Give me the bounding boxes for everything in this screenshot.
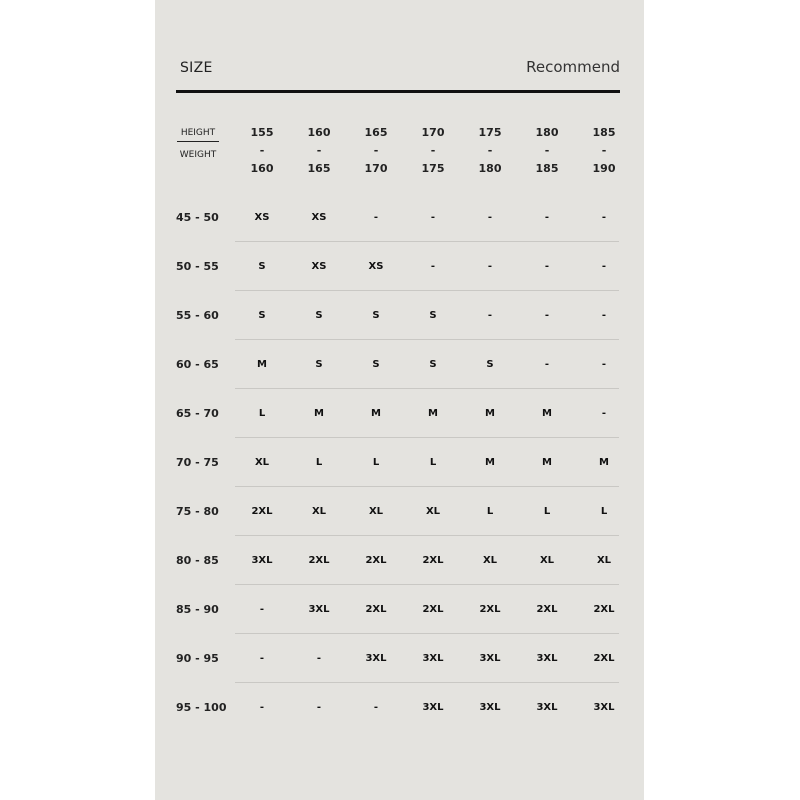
size-cell: 3XL	[593, 702, 615, 713]
table-row	[155, 596, 644, 645]
size-cell: M	[485, 457, 495, 468]
size-cell: XL	[425, 506, 441, 517]
table-row	[155, 400, 644, 449]
size-cell: M	[371, 408, 381, 419]
weight-range-label: 60 - 65	[176, 358, 219, 371]
size-cell: 3XL	[422, 702, 444, 713]
height-from: 180	[535, 126, 559, 139]
size-cell: -	[601, 408, 607, 419]
size-cell: -	[430, 261, 436, 272]
height-column-header	[240, 124, 284, 178]
size-cell: -	[316, 702, 322, 713]
size-cell: 2XL	[365, 604, 387, 615]
size-cell: -	[601, 261, 607, 272]
size-cell: L	[600, 506, 608, 517]
size-cell: XL	[596, 555, 612, 566]
weight-range-label: 95 - 100	[176, 701, 227, 714]
size-cell: -	[544, 359, 550, 370]
size-cell: XL	[482, 555, 498, 566]
size-cell: XL	[539, 555, 555, 566]
size-cell: -	[487, 261, 493, 272]
weight-range-label: 50 - 55	[176, 260, 219, 273]
table-row	[155, 645, 644, 694]
size-cell: -	[601, 359, 607, 370]
size-cell: S	[429, 310, 437, 321]
size-cell: -	[316, 653, 322, 664]
height-axis-label: HEIGHT	[177, 128, 219, 142]
height-from: 185	[592, 126, 616, 139]
size-cell: -	[544, 261, 550, 272]
height-dash: -	[259, 144, 265, 157]
size-cell: M	[485, 408, 495, 419]
height-column-header	[525, 124, 569, 178]
size-cell: S	[258, 310, 266, 321]
size-cell: XL	[368, 506, 384, 517]
height-column-header	[297, 124, 341, 178]
weight-range-label: 70 - 75	[176, 456, 219, 469]
size-cell: S	[315, 310, 323, 321]
size-cell: 3XL	[308, 604, 330, 615]
row-divider	[235, 584, 619, 585]
height-to: 170	[364, 162, 388, 175]
size-cell: 2XL	[308, 555, 330, 566]
weight-range-label: 80 - 85	[176, 554, 219, 567]
size-cell: 3XL	[536, 653, 558, 664]
size-cell: S	[429, 359, 437, 370]
size-cell: 2XL	[593, 653, 615, 664]
size-cell: XL	[254, 457, 270, 468]
table-row	[155, 204, 644, 253]
height-dash: -	[373, 144, 379, 157]
size-cell: 3XL	[479, 653, 501, 664]
height-column-header	[354, 124, 398, 178]
recommend-title: Recommend	[526, 58, 620, 76]
size-cell: -	[544, 310, 550, 321]
row-divider	[235, 633, 619, 634]
height-dash: -	[316, 144, 322, 157]
size-cell: -	[601, 212, 607, 223]
weight-range-label: 65 - 70	[176, 407, 219, 420]
size-cell: -	[373, 702, 379, 713]
size-cell: M	[314, 408, 324, 419]
height-dash: -	[430, 144, 436, 157]
height-column-header	[468, 124, 512, 178]
size-cell: L	[372, 457, 380, 468]
row-divider	[235, 339, 619, 340]
height-from: 160	[307, 126, 331, 139]
height-from: 175	[478, 126, 502, 139]
size-cell: 2XL	[365, 555, 387, 566]
size-cell: M	[428, 408, 438, 419]
size-cell: S	[372, 310, 380, 321]
size-cell: S	[315, 359, 323, 370]
table-row	[155, 694, 644, 743]
row-divider	[235, 437, 619, 438]
row-divider	[235, 682, 619, 683]
size-cell: 3XL	[536, 702, 558, 713]
size-cell: M	[257, 359, 267, 370]
height-from: 155	[250, 126, 274, 139]
size-cell: L	[258, 408, 266, 419]
weight-range-label: 85 - 90	[176, 603, 219, 616]
size-cell: -	[259, 653, 265, 664]
weight-range-label: 90 - 95	[176, 652, 219, 665]
height-to: 180	[478, 162, 502, 175]
size-cell: XS	[254, 212, 270, 223]
size-title: SIZE	[180, 60, 213, 76]
height-to: 175	[421, 162, 445, 175]
table-corner-label	[177, 128, 219, 160]
height-to: 190	[592, 162, 616, 175]
size-cell: M	[542, 457, 552, 468]
size-cell: 2XL	[593, 604, 615, 615]
size-cell: -	[487, 212, 493, 223]
size-cell: -	[259, 702, 265, 713]
size-cell: XS	[311, 212, 327, 223]
size-cell: S	[486, 359, 494, 370]
height-to: 165	[307, 162, 331, 175]
size-cell: 3XL	[479, 702, 501, 713]
height-column-header	[582, 124, 626, 178]
size-cell: -	[373, 212, 379, 223]
height-to: 160	[250, 162, 274, 175]
height-column-header	[411, 124, 455, 178]
size-cell: 2XL	[251, 506, 273, 517]
size-cell: XS	[311, 261, 327, 272]
size-cell: S	[372, 359, 380, 370]
height-from: 170	[421, 126, 445, 139]
table-row	[155, 351, 644, 400]
weight-axis-label: WEIGHT	[179, 150, 217, 160]
size-cell: L	[429, 457, 437, 468]
size-cell: 3XL	[251, 555, 273, 566]
size-cell: M	[542, 408, 552, 419]
table-row	[155, 498, 644, 547]
weight-range-label: 75 - 80	[176, 505, 219, 518]
height-dash: -	[601, 144, 607, 157]
height-to: 185	[535, 162, 559, 175]
size-cell: L	[543, 506, 551, 517]
size-cell: 2XL	[422, 555, 444, 566]
table-row	[155, 449, 644, 498]
row-divider	[235, 535, 619, 536]
size-cell: 2XL	[479, 604, 501, 615]
row-divider	[235, 241, 619, 242]
table-row	[155, 302, 644, 351]
size-cell: -	[601, 310, 607, 321]
height-dash: -	[544, 144, 550, 157]
row-divider	[235, 388, 619, 389]
size-cell: S	[258, 261, 266, 272]
height-dash: -	[487, 144, 493, 157]
size-cell: 3XL	[365, 653, 387, 664]
size-cell: -	[544, 212, 550, 223]
row-divider	[235, 290, 619, 291]
weight-range-label: 55 - 60	[176, 309, 219, 322]
size-cell: 2XL	[422, 604, 444, 615]
size-cell: 2XL	[536, 604, 558, 615]
weight-range-label: 45 - 50	[176, 211, 219, 224]
table-row	[155, 253, 644, 302]
height-from: 165	[364, 126, 388, 139]
size-cell: XL	[311, 506, 327, 517]
size-cell: 3XL	[422, 653, 444, 664]
size-cell: -	[259, 604, 265, 615]
size-chart-card	[155, 0, 644, 800]
size-cell: M	[599, 457, 609, 468]
row-divider	[235, 486, 619, 487]
size-cell: L	[315, 457, 323, 468]
size-cell: XS	[368, 261, 384, 272]
table-row	[155, 547, 644, 596]
size-cell: -	[487, 310, 493, 321]
size-cell: -	[430, 212, 436, 223]
size-cell: L	[486, 506, 494, 517]
header-divider	[176, 90, 620, 93]
